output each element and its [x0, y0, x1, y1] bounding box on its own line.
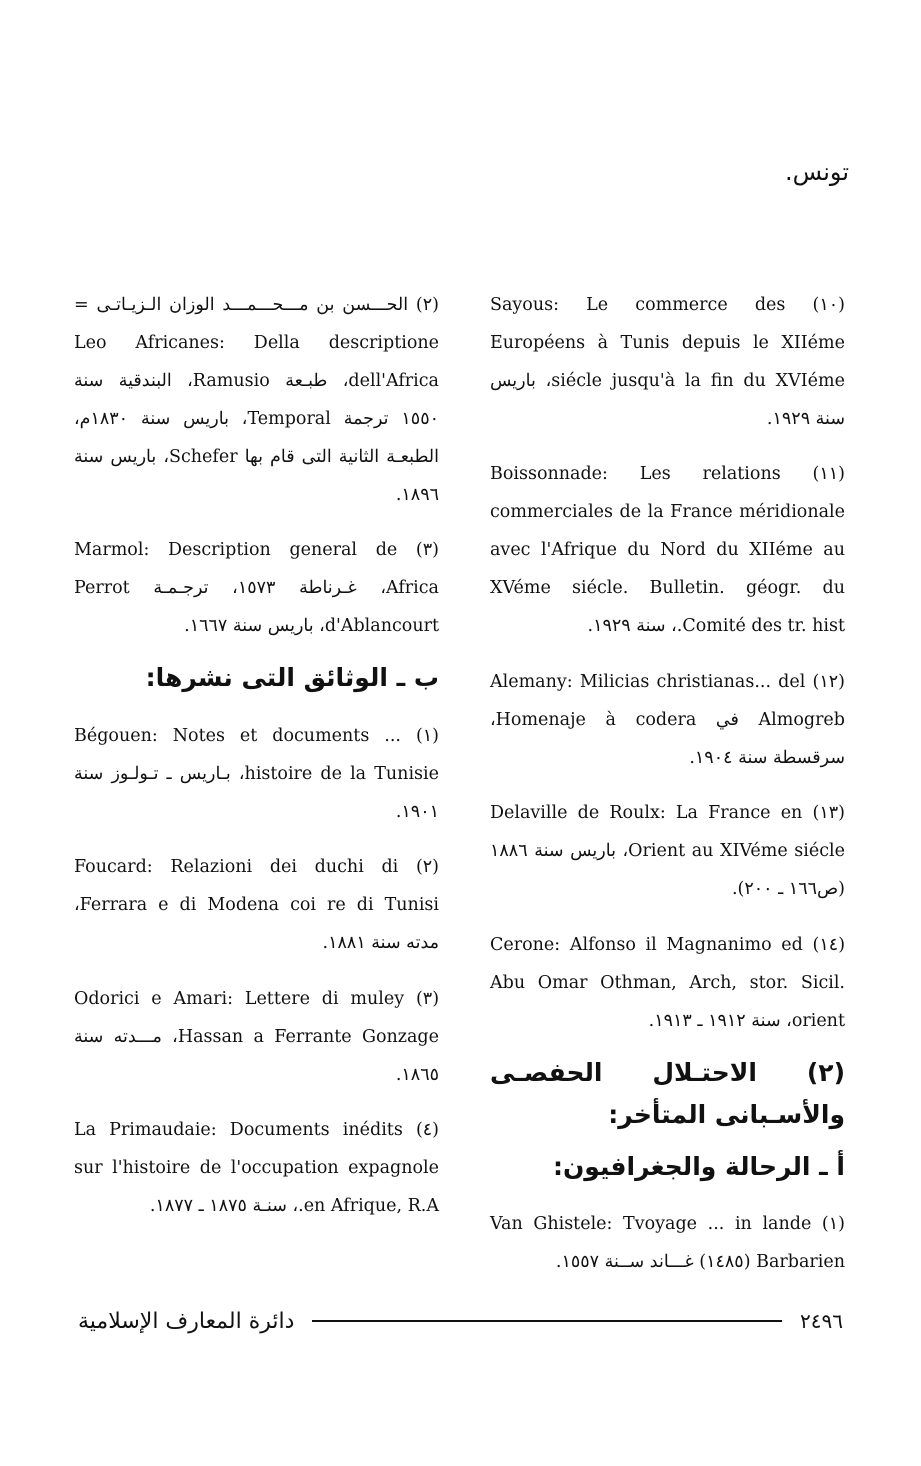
bibliography-entry: (١) Bégouen: Notes et documents ... histoire de la Tunisie، بـاريس ـ تـولـوز سنة ١٩٠١.: [74, 725, 439, 822]
continuation-word: تونس.: [785, 158, 849, 186]
footer-rule: [312, 1320, 782, 1322]
page-footer: [78, 1303, 843, 1339]
bibliography-entry: (١١) Boissonnade: Les relations commerciales de la France méridionale avec l'Afrique du Nord du XIIéme au XVéme siécle. Bulletin. géogr. du Comité des tr. hist.، سنة ١٩٢٩.: [490, 464, 845, 636]
bibliography-entry: (٣) Marmol: Description general de Africa، غـرناطة ١٥٧٣، ترجـمـة Perrot d'Ablancourt، باريس سنة ١٦٦٧.: [74, 540, 439, 636]
right-column: [490, 268, 845, 1293]
subsection-heading: (٢) الاحتـلال الحفصـى والأسـبانى المتأخر:: [490, 1057, 845, 1129]
section-title: أ ـ الرحالة والجغرافيون:: [552, 1151, 845, 1181]
bibliography-entry: (١) Van Ghistele: Tvoyage ... in lande Barbarien (١٤٨٥) غـــاند ســنة ١٥٥٧.: [490, 1214, 845, 1272]
bibliography-entry: (١٣) Delaville de Roulx: La France en Orient au XIVéme siécle، باريس سنة ١٨٨٦ (ص١٦٦ ـ ٢٠٠).: [490, 803, 845, 899]
bibliography-entry: (٣) Odorici e Amari: Lettere di muley Hassan a Ferrante Gonzage، مـــدته سنة ١٨٦٥.: [74, 988, 440, 1085]
bibliography-entry: (١٤) Cerone: Alfonso il Magnanimo ed Abu Omar Othman, Arch, stor. Sicil. orient، سنة ١٩١٢ ـ ١٩١٣.: [490, 934, 846, 1031]
journal-title: دائرة المعارف الإسلامية: [78, 1308, 295, 1334]
left-column: [74, 268, 439, 1237]
bibliography-entry: (٢) Foucard: Relazioni dei duchi di Ferrara e di Modena coi re di Tunisi، مدته سنة ١٨٨١.: [74, 857, 439, 953]
page-number: ٢٤٩٦: [800, 1309, 843, 1333]
bibliography-entry: (٢) الحـــسن بن مـــحـــمـــد الوزان الـزيـاتـى = Leo Africanes: Della descriptione dell'Africa، طبـعة Ramusio، البندقية سنة ١٥٥٠ ترجمة Temporal، باريس سنة ١٨٣٠م، الطبعـة الثانية التى قام بها Schefer، باريس سنة ١٨٩٦.: [74, 294, 439, 505]
bibliography-entry: (٤) La Primaudaie: Documents inédits sur l'histoire de l'occupation expagnole en Afrique, R.A.، سنـة ١٨٧٥ ـ ١٨٧٧.: [74, 1120, 439, 1216]
bibliography-entry: (١٠) Sayous: Le commerce des Européens à Tunis depuis le XIIéme siécle jusqu'à la fin du XVIéme، باريس سنة ١٩٢٩.: [490, 294, 845, 429]
bibliography-entry: (١٢) Alemany: Milicias christianas... del Almogreb في Homenaje à codera، سرقسطة سنة ١٩٠٤.: [490, 671, 845, 768]
section-title: ب ـ الوثائق التى نشرها:: [145, 663, 439, 692]
